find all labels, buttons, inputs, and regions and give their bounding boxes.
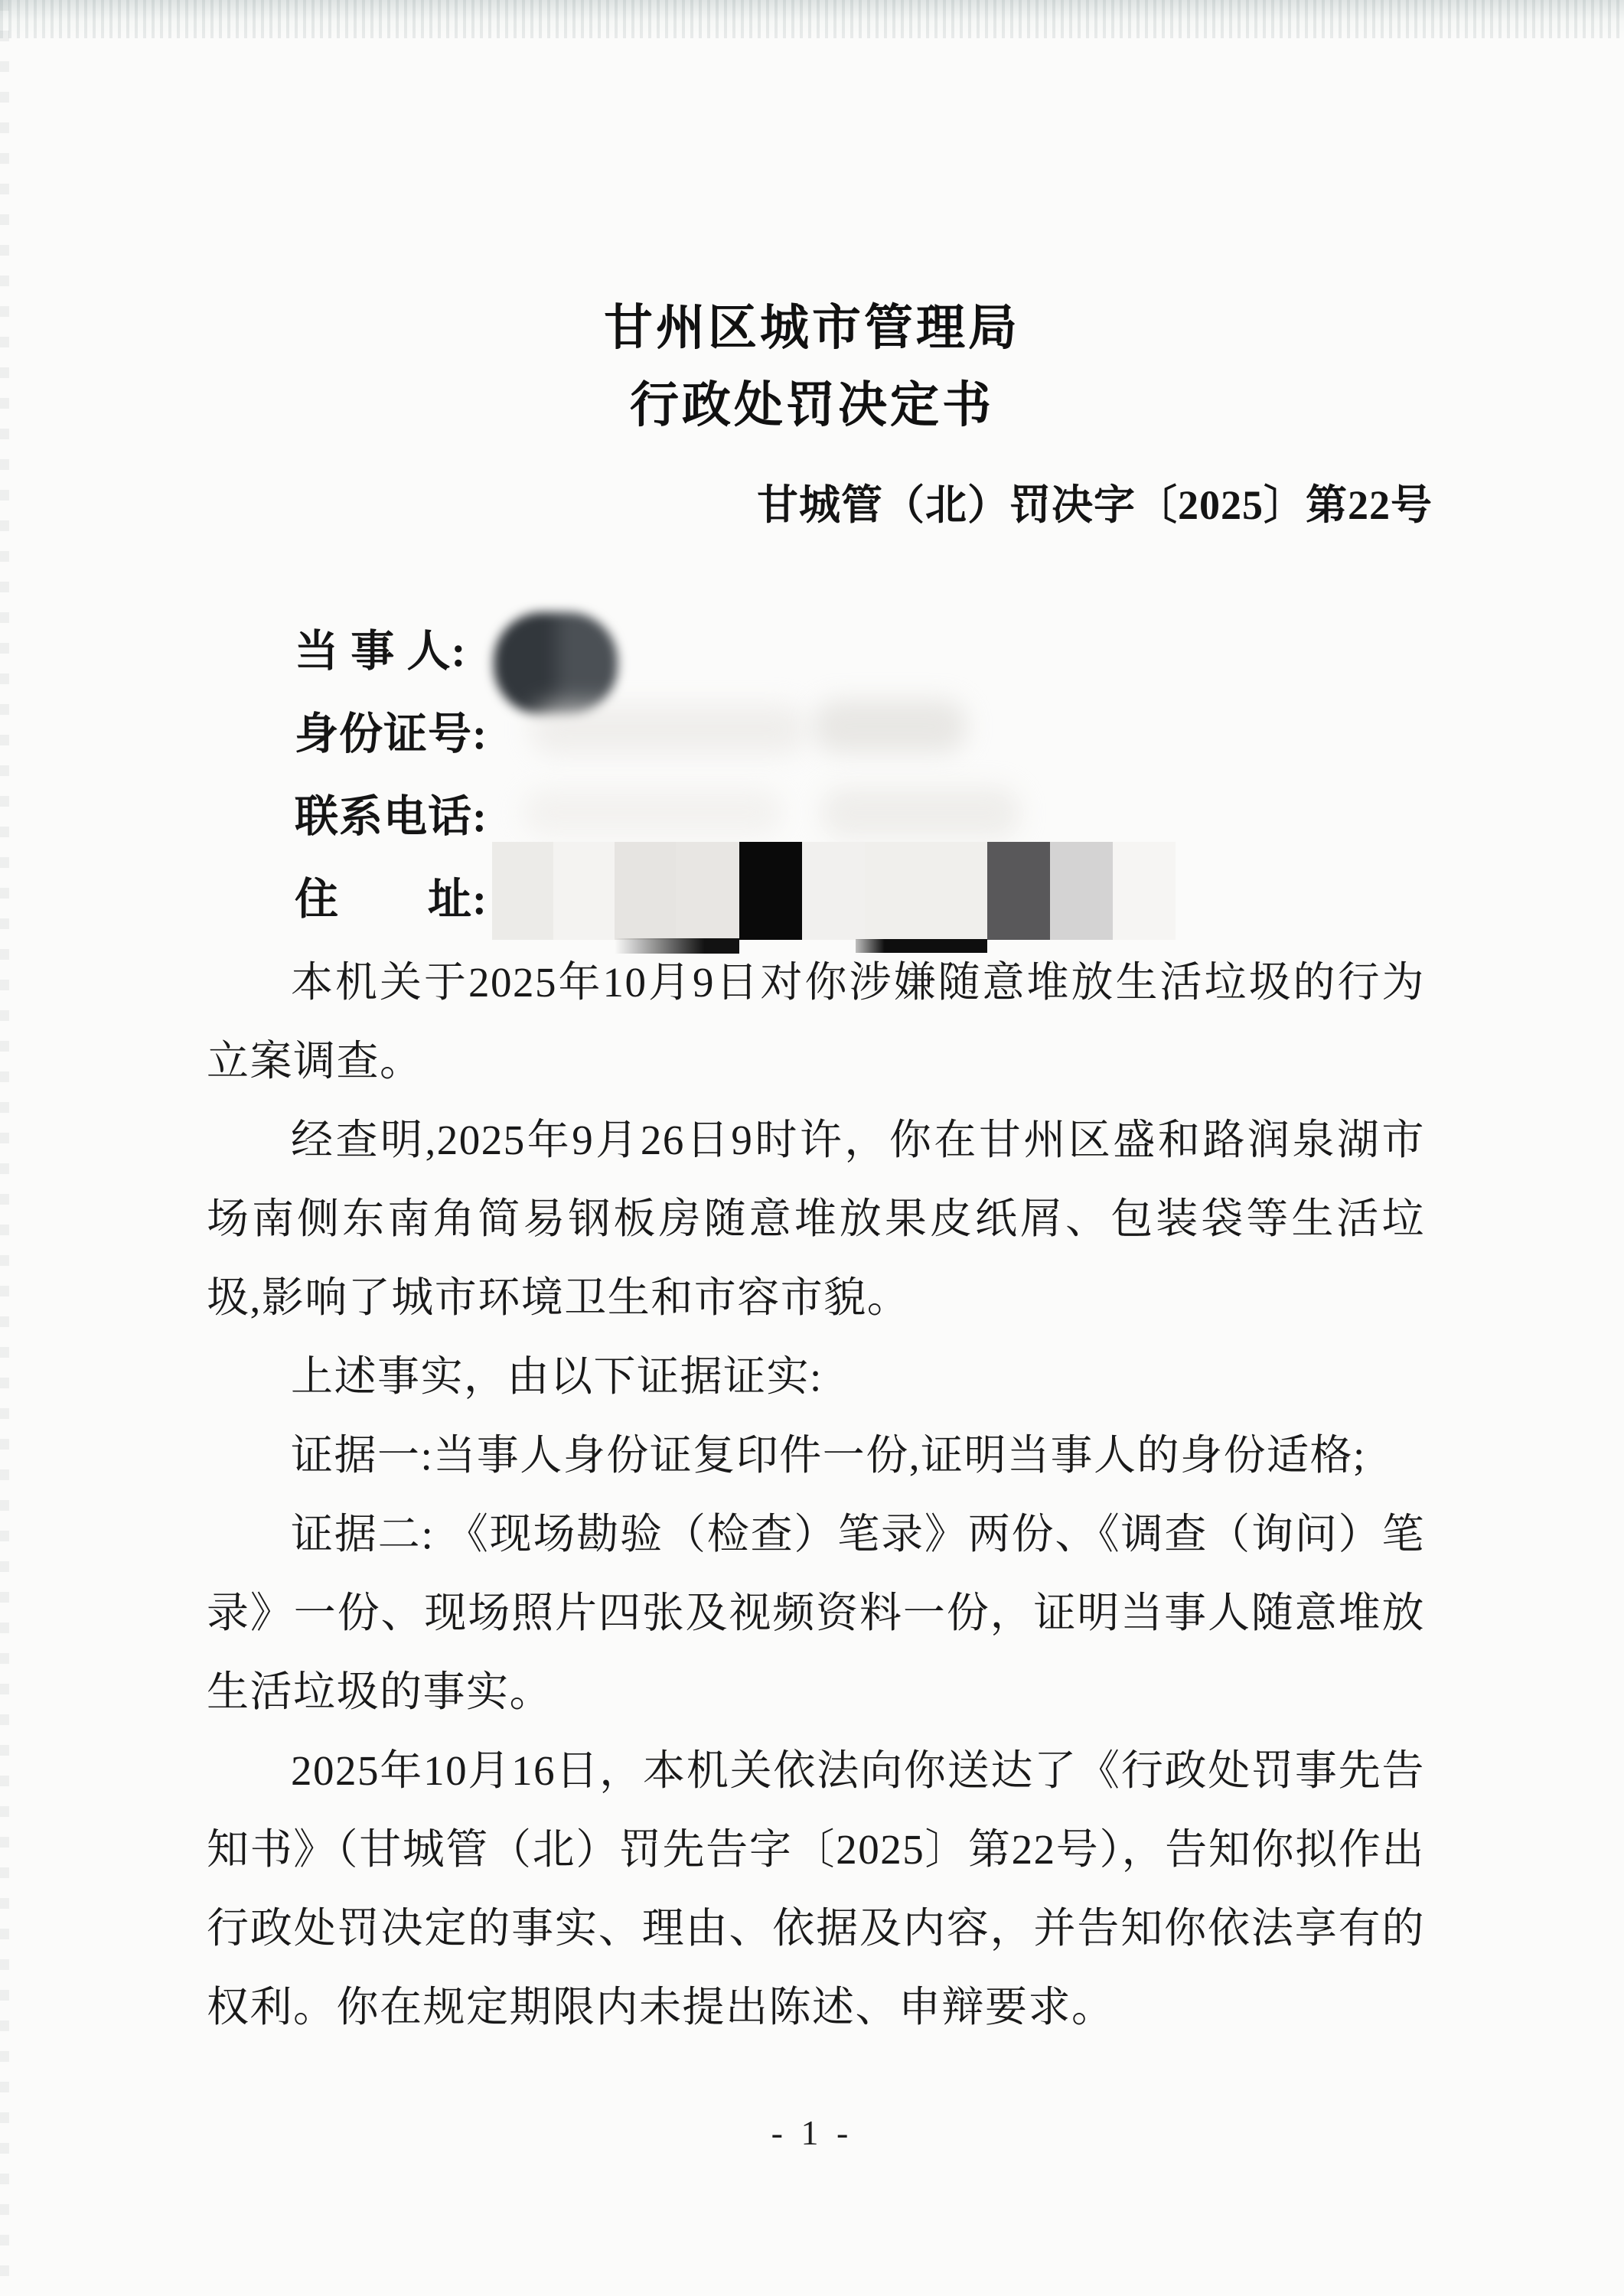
party-name-label: 当 事 人: — [295, 628, 467, 676]
document-title — [0, 289, 1624, 444]
name-redaction-blob — [494, 612, 618, 715]
phone-redaction-smudge — [821, 787, 1020, 839]
paragraph-evidence-one: 证据一:当事人身份证复印件一份,证明当事人的身份适格; — [291, 1432, 1366, 1479]
paragraph-prior-notification: 2025年10月16日，本机关依法向你送达了《行政处罚事先告知书》（甘城管（北）罚先告字〔2025〕第22号），告知你拟作出行政处罚决定的事实、理由、依据及内容，并告知你依法享有的权利。你在规定期限内未提出陈述、申辩要求。 — [207, 1747, 1425, 2030]
mosaic-block — [553, 842, 615, 940]
mosaic-block — [802, 842, 865, 940]
mosaic-block — [739, 842, 802, 940]
phone-label: 联系电话: — [295, 793, 488, 841]
mosaic-block — [615, 842, 676, 940]
mosaic-block — [987, 842, 1050, 940]
field-row-id-number — [295, 704, 1443, 787]
address-value — [492, 869, 1443, 952]
paragraph-findings: 经查明,2025年9月26日9时许，你在甘州区盛和路润泉湖市场南侧东南角简易钢板房随意堆放果皮纸屑、包装袋等生活垃圾,影响了城市环境卫生和市容市貌。 — [207, 1117, 1425, 1321]
party-info-fields — [295, 621, 1443, 952]
mosaic-block — [492, 842, 553, 940]
address-label: 住 址: — [295, 876, 488, 924]
field-row-address — [295, 869, 1443, 952]
title-line-doctype: 行政处罚决定书 — [630, 377, 994, 432]
phone-redaction-smudge — [523, 788, 783, 836]
page-number: - 1 - — [771, 2113, 853, 2152]
id-number-value — [492, 704, 1443, 787]
mosaic-block — [1113, 842, 1176, 940]
party-name-value — [492, 621, 1443, 704]
paragraph-evidence-intro: 上述事实，由以下证据证实: — [291, 1353, 823, 1400]
paragraph-evidence-two: 证据二: 《现场勘验（检查）笔录》两份、《调查（询问）笔录》一份、现场照片四张及视频资料一份，证明当事人随意堆放生活垃圾的事实。 — [207, 1511, 1425, 1715]
mosaic-block — [865, 842, 987, 940]
decision-body-text — [207, 943, 1425, 2047]
id-redaction-smudge — [814, 700, 967, 753]
mosaic-block — [676, 842, 739, 940]
scan-noise-top — [0, 0, 1624, 38]
title-line-authority: 甘州区城市管理局 — [604, 300, 1020, 355]
id-number-label: 身份证号: — [295, 710, 488, 758]
document-reference-number: 甘城管（北）罚决字〔2025〕第22号 — [757, 482, 1433, 528]
paragraph-case-filing: 本机关于2025年10月9日对你涉嫌随意堆放生活垃圾的行为立案调查。 — [207, 959, 1425, 1084]
address-redaction-mosaic — [492, 842, 1176, 940]
field-row-party-name — [295, 621, 1443, 704]
id-redaction-smudge — [530, 704, 806, 755]
mosaic-block — [1050, 842, 1113, 940]
